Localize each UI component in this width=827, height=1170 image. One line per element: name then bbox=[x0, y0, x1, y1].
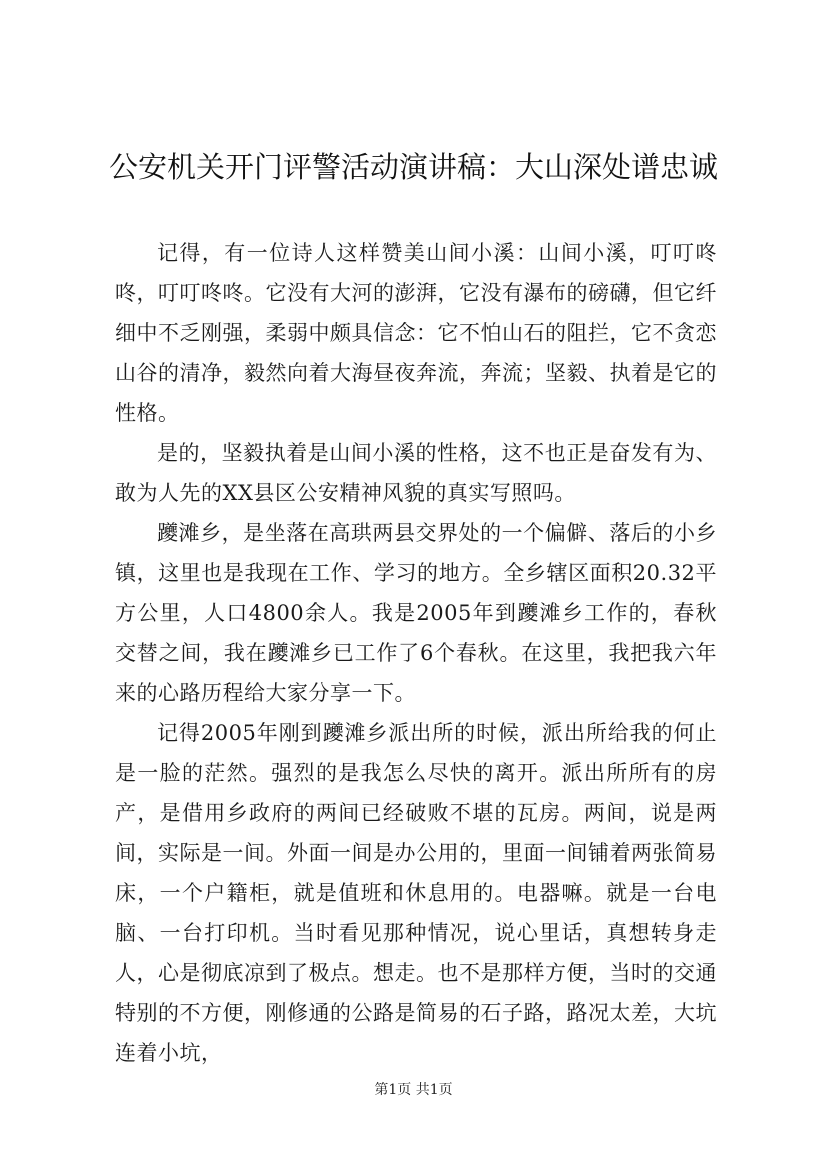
paragraph: 记得2005年刚到躨滩乡派出所的时候，派出所给我的何止是一脸的茫然。强烈的是我怎么尽快的离开。派出所所有的房产，是借用乡政府的两间已经破败不堪的瓦房。两间，说是两间，实际是一间。外面一间是办公用的，里面一间铺着两张简易床，一个户籍柜，就是值班和休息用的。电器嘛。就是一台电脑、一台打印机。当时看见那种情况，说心里话，真想转身走人，心是彻底凉到了极点。想走。也不是那样方便，当时的交通特别的不方便，刚修通的公路是简易的石子路，路况太差，大坑连着小坑， bbox=[115, 721, 717, 1065]
document-body bbox=[115, 233, 717, 1073]
paragraph: 躨滩乡，是坐落在高珙两县交界处的一个偏僻、落后的小乡镇，这里也是我现在工作、学习的地方。全乡辖区面积20.32平方公里，人口4800余人。我是2005年到躨滩乡工作的，春秋交替之间，我在躨滩乡已工作了6个春秋。在这里，我把我六年来的心路历程给大家分享一下。 bbox=[115, 521, 717, 705]
paragraph: 记得，有一位诗人这样赞美山间小溪：山间小溪，叮叮咚咚，叮叮咚咚。它没有大河的澎湃，它没有瀑布的磅礴，但它纤细中不乏刚强，柔弱中颇具信念：它不怕山石的阻拦，它不贪恋山谷的清净，毅然向着大海昼夜奔流，奔流；坚毅、执着是它的性格。 bbox=[115, 241, 717, 425]
paragraph: 是的，坚毅执着是山间小溪的性格，这不也正是奋发有为、敢为人先的XX县区公安精神风貌的真实写照吗。 bbox=[115, 441, 717, 505]
page-footer: 第1页 共1页 bbox=[374, 1082, 453, 1098]
document-title: 公安机关开门评警活动演讲稿：大山深处谱忠诚 bbox=[108, 150, 718, 184]
